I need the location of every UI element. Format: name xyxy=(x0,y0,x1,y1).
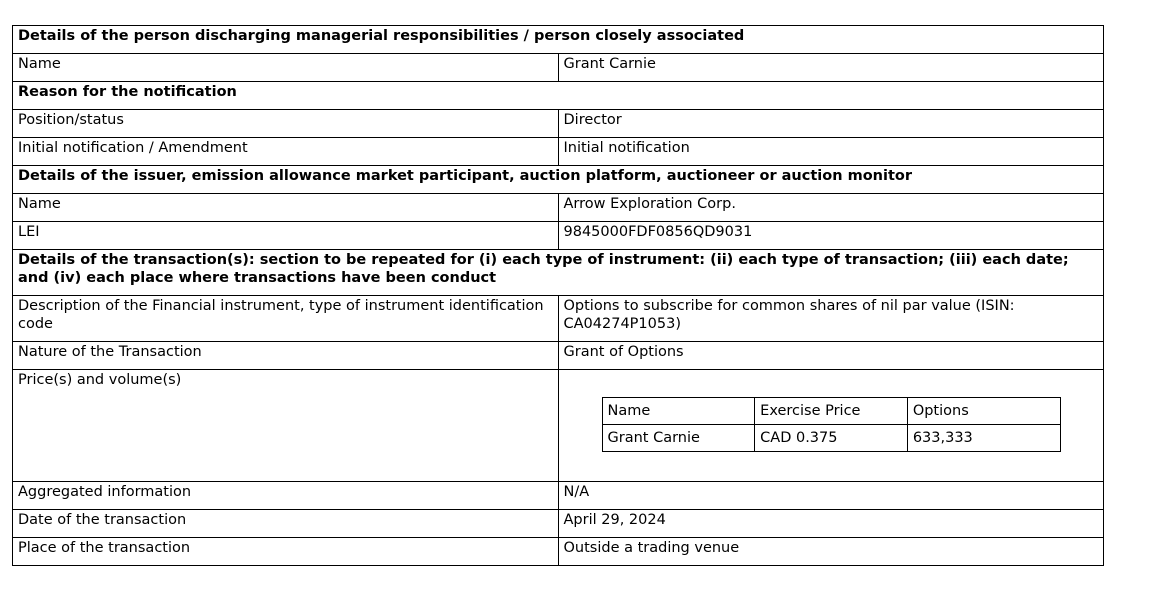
price-table-cell-name: Grant Carnie xyxy=(602,425,755,452)
pdmr-name-label: Name xyxy=(13,54,559,82)
position-label: Position/status xyxy=(13,110,559,138)
pdmr-name-value: Grant Carnie xyxy=(558,54,1104,82)
pdmr-section-header: Details of the person discharging managerial responsibilities / person closely associated xyxy=(13,26,1104,54)
table-row xyxy=(13,510,1104,538)
transaction-nature-value: Grant of Options xyxy=(558,342,1104,370)
lei-value: 9845000FDF0856QD9031 xyxy=(558,222,1104,250)
table-row xyxy=(13,110,1104,138)
transaction-place-label: Place of the transaction xyxy=(13,538,559,566)
price-table-header-options: Options xyxy=(907,398,1060,425)
notification-type-label: Initial notification / Amendment xyxy=(13,138,559,166)
aggregated-info-value: N/A xyxy=(558,482,1104,510)
transaction-date-value: April 29, 2024 xyxy=(558,510,1104,538)
instrument-description-label: Description of the Financial instrument, type of instrument identification code xyxy=(13,296,559,342)
price-table-header-name: Name xyxy=(602,398,755,425)
price-table-header-exercise-price: Exercise Price xyxy=(755,398,908,425)
section-header-row xyxy=(13,26,1104,54)
instrument-description-value: Options to subscribe for common shares of nil par value (ISIN: CA04274P1053) xyxy=(558,296,1104,342)
notification-document xyxy=(12,25,1104,566)
transaction-date-label: Date of the transaction xyxy=(13,510,559,538)
notification-type-value: Initial notification xyxy=(558,138,1104,166)
transaction-nature-label: Nature of the Transaction xyxy=(13,342,559,370)
table-row xyxy=(13,194,1104,222)
price-volume-table xyxy=(602,397,1061,452)
lei-label: LEI xyxy=(13,222,559,250)
issuer-section-header: Details of the issuer, emission allowance market participant, auction platform, auctioneer or auction monitor xyxy=(13,166,1104,194)
price-volume-label: Price(s) and volume(s) xyxy=(13,370,559,482)
table-row xyxy=(13,342,1104,370)
pdmr-notification-table xyxy=(12,25,1104,566)
section-header-row xyxy=(13,82,1104,110)
transaction-section-header: Details of the transaction(s): section to be repeated for (i) each type of instrument: (ii) each type of transaction; (iii) each date; and (iv) each place where transactions have been conduct xyxy=(13,250,1104,296)
price-table-cell-exercise-price: CAD 0.375 xyxy=(755,425,908,452)
table-row xyxy=(13,54,1104,82)
table-row xyxy=(13,482,1104,510)
aggregated-info-label: Aggregated information xyxy=(13,482,559,510)
price-volume-table-container xyxy=(564,371,1099,452)
section-header-row xyxy=(13,250,1104,296)
price-table-cell-options: 633,333 xyxy=(907,425,1060,452)
position-value: Director xyxy=(558,110,1104,138)
table-row xyxy=(13,296,1104,342)
issuer-name-value: Arrow Exploration Corp. xyxy=(558,194,1104,222)
table-row xyxy=(13,138,1104,166)
table-row xyxy=(13,222,1104,250)
issuer-name-label: Name xyxy=(13,194,559,222)
section-header-row xyxy=(13,166,1104,194)
transaction-place-value: Outside a trading venue xyxy=(558,538,1104,566)
table-row xyxy=(13,538,1104,566)
reason-section-header: Reason for the notification xyxy=(13,82,1104,110)
table-row xyxy=(13,370,1104,482)
price-volume-cell xyxy=(558,370,1104,482)
price-table-header-row xyxy=(602,398,1060,425)
price-table-row xyxy=(602,425,1060,452)
